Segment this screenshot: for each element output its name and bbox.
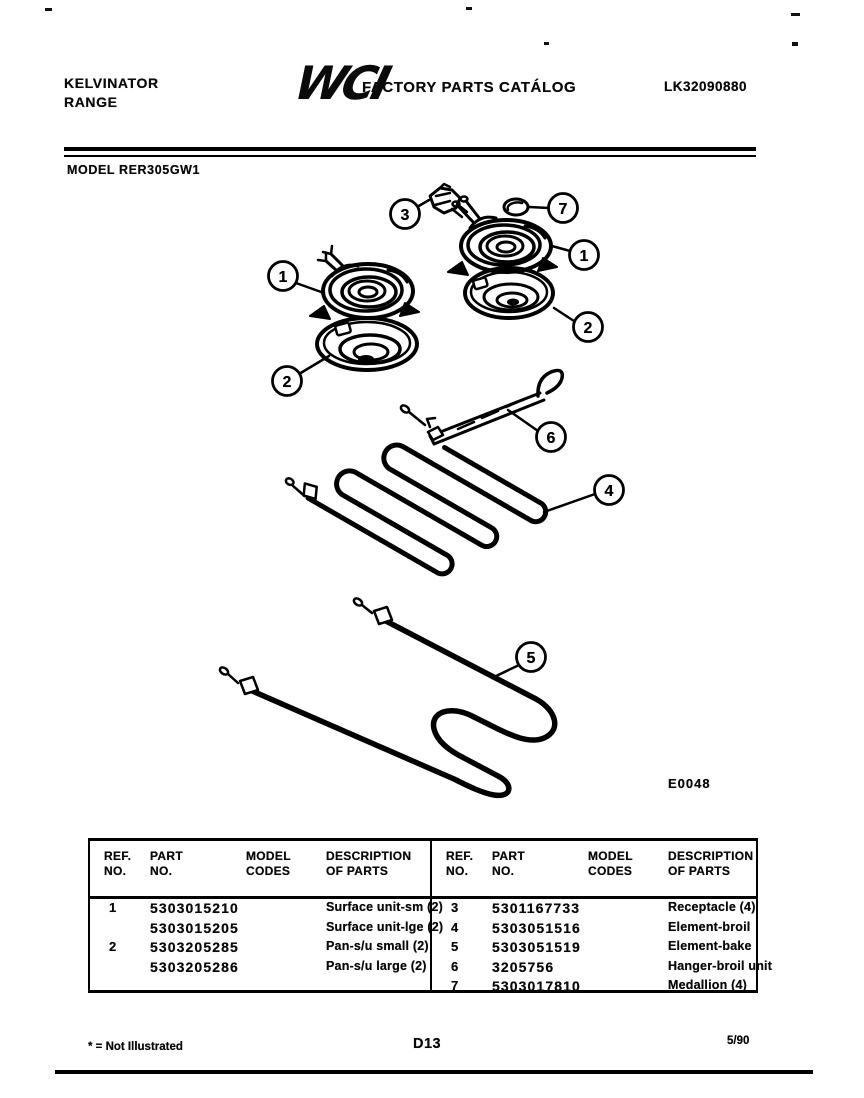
part-desc: Hanger-broil unit [668, 958, 773, 973]
ref-no: 2 [109, 939, 117, 954]
part-desc: Element-broil [668, 919, 751, 934]
callout-number-3: 3 [400, 207, 410, 224]
callout-number-6: 6 [546, 430, 556, 447]
parts-table-right-half [430, 841, 773, 994]
column-header-ref: REF. NO. [104, 849, 132, 878]
callout-number-5: 5 [526, 650, 536, 667]
callout-number-7: 7 [558, 201, 568, 218]
drip-pan-left [317, 318, 417, 370]
part-no: 5303205285 [150, 939, 239, 955]
ref-no: 4 [451, 919, 459, 935]
catalog-title: FACTORY PARTS CATÁLOG [362, 79, 577, 96]
parts-table [88, 838, 773, 994]
figure-code: E0048 [668, 776, 711, 791]
column-header-ref: REF. NO. [446, 849, 474, 878]
callout-number-4: 4 [604, 483, 614, 500]
brand-line1: KELVINATOR [64, 75, 159, 91]
surface-element-left [310, 246, 419, 319]
part-desc: Medallion (4) [668, 978, 747, 992]
part-no: 5303015205 [150, 919, 239, 936]
part-desc: Receptacle (4) [668, 900, 756, 914]
callout-number-2-right: 2 [583, 320, 593, 337]
part-no: 5303205286 [150, 958, 239, 975]
part-no: 5303051516 [492, 919, 581, 936]
callout-number-2-left: 2 [282, 374, 292, 391]
part-desc: Element-bake [668, 939, 752, 953]
table-body-left [90, 891, 444, 990]
callout-number-1-left: 1 [278, 269, 288, 286]
brand-line2: RANGE [64, 94, 118, 110]
part-no: 5303015210 [150, 900, 239, 916]
ref-no: 1 [109, 900, 117, 915]
bake-element-part [219, 597, 555, 795]
callout-balloons [269, 194, 624, 672]
scan-noise [45, 7, 800, 46]
ref-no: 5 [451, 939, 459, 954]
parts-table-left-half [90, 841, 444, 990]
page-number: D13 [413, 1036, 442, 1052]
part-desc: Surface unit-lge (2) [326, 919, 444, 934]
column-header-codes: MODEL CODES [588, 849, 633, 878]
part-desc: Pan-s/u large (2) [326, 958, 427, 973]
document-number: LK32090880 [664, 79, 748, 94]
column-header-desc: DESCRIPTION OF PARTS [326, 849, 412, 878]
medallion-part [504, 199, 528, 215]
wci-logo: WCI [289, 56, 393, 110]
column-header-part: PART NO. [150, 849, 183, 878]
part-no: 3205756 [492, 958, 555, 975]
callout-number-1-right: 1 [579, 248, 589, 265]
column-header-codes: MODEL CODES [246, 849, 291, 878]
not-illustrated-note: * = Not Illustrated [88, 1041, 183, 1053]
footer-divider [55, 1070, 813, 1074]
part-no: 5301167733 [492, 900, 581, 916]
column-header-part: PART NO. [492, 849, 525, 878]
model-number-line: MODEL RER305GW1 [67, 163, 201, 177]
drip-pan-right [465, 268, 553, 318]
part-desc: Surface unit-sm (2) [326, 900, 444, 914]
date-code: 5/90 [727, 1035, 750, 1047]
table-body-right [432, 891, 773, 994]
part-desc: Pan-s/u small (2) [326, 939, 429, 953]
part-no: 5303051519 [492, 939, 581, 955]
ref-no: 7 [451, 978, 459, 993]
ref-no: 6 [451, 958, 459, 974]
part-no: 5303017810 [492, 978, 581, 994]
ref-no: 3 [451, 900, 459, 915]
column-header-desc: DESCRIPTION OF PARTS [668, 849, 754, 878]
